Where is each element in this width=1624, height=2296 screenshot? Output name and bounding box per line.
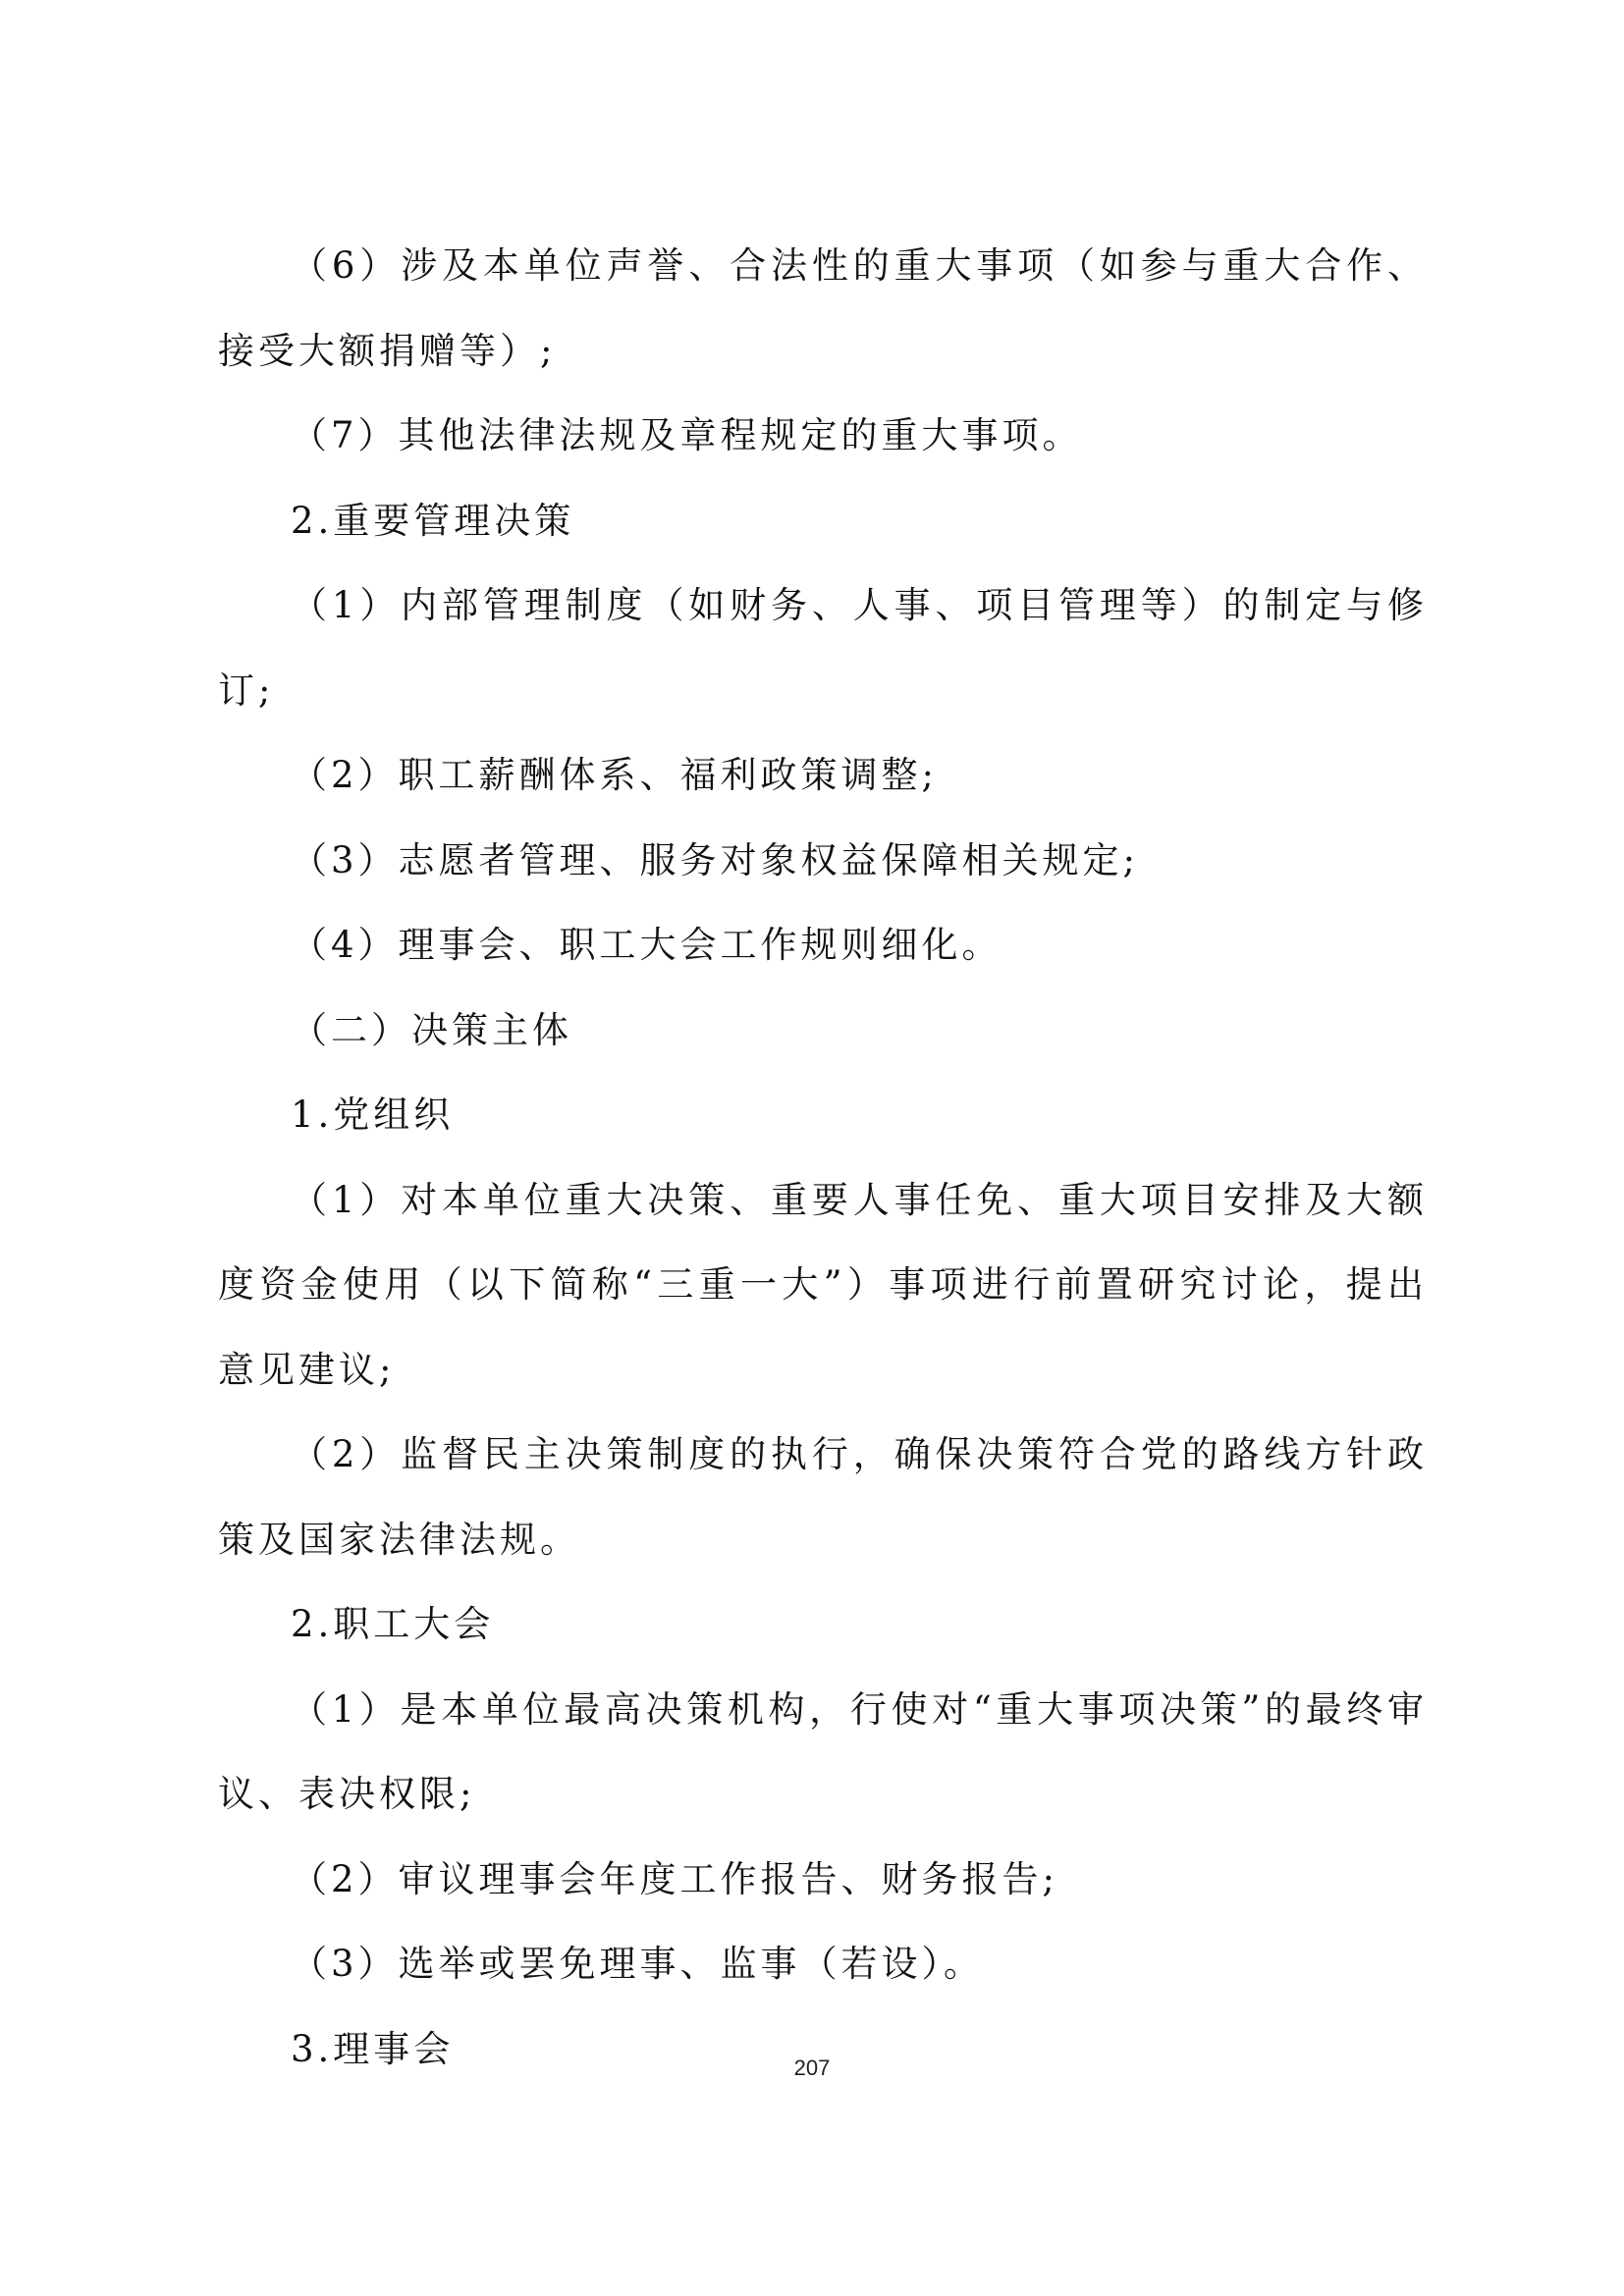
paragraph-assembly-1: （1）是本单位最高决策机构，行使对“重大事项决策”的最终审议、表决权限;	[218, 1687, 1428, 1815]
body-text	[218, 224, 1428, 2092]
subsection-heading-staff-assembly: 2.职工大会	[291, 1603, 495, 1645]
section-heading-important-management: 2.重要管理决策	[291, 499, 575, 542]
paragraph-mgmt-1: （1）内部管理制度（如财务、人事、项目管理等）的制定与修订;	[218, 584, 1428, 712]
paragraph-mgmt-2: （2）职工薪酬体系、福利政策调整;	[291, 754, 939, 796]
page-number: 207	[793, 2056, 831, 2080]
paragraph-mgmt-3: （3）志愿者管理、服务对象权益保障相关规定;	[291, 838, 1140, 881]
paragraph-assembly-2: （2）审议理事会年度工作报告、财务报告;	[291, 1857, 1059, 1900]
section-heading-decision-subject: （二）决策主体	[291, 1008, 572, 1051]
paragraph-party-1: （1）对本单位重大决策、重要人事任免、重大项目安排及大额度资金使用（以下简称“三重一大”）事项进行前置研究讨论，提出意见建议;	[218, 1178, 1428, 1391]
paragraph-mgmt-4: （4）理事会、职工大会工作规则细化。	[291, 924, 1002, 966]
paragraph-item-7: （7）其他法律法规及章程规定的重大事项。	[291, 414, 1083, 456]
paragraph-item-6: （6）涉及本单位声誉、合法性的重大事项（如参与重大合作、接受大额捐赠等）;	[218, 244, 1428, 372]
subsection-heading-board: 3.理事会	[291, 2027, 455, 2070]
paragraph-party-2: （2）监督民主决策制度的执行，确保决策符合党的路线方针政策及国家法律法规。	[218, 1433, 1428, 1561]
subsection-heading-party-org: 1.党组织	[291, 1094, 455, 1136]
paragraph-assembly-3: （3）选举或罢免理事、监事（若设）。	[291, 1943, 985, 1985]
